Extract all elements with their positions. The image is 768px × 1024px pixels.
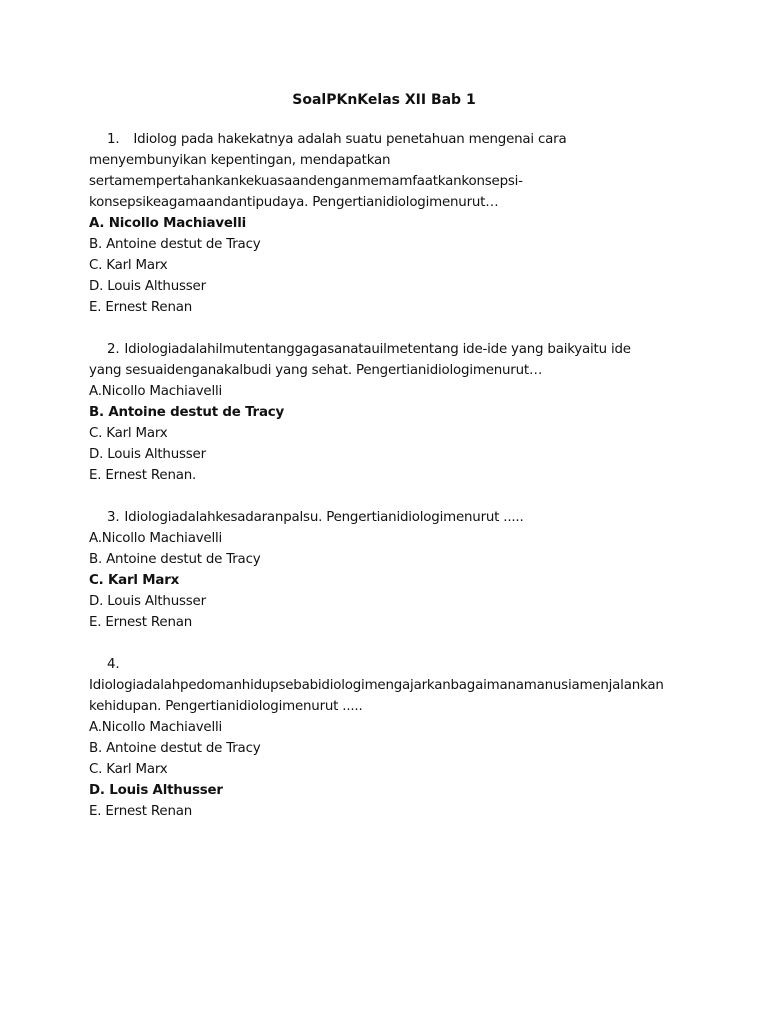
answer-option: C. Karl Marx: [89, 762, 168, 777]
document-title: SoalPKnKelas XII Bab 1: [292, 92, 476, 108]
question-text-line: Idiologiadalahpedomanhidupsebabidiologimengajarkanbagaimanamanusiamenjalankan: [89, 678, 664, 693]
question-1: [89, 129, 689, 318]
answer-option: D. Louis Althusser: [89, 594, 206, 609]
question-text-line: menyembunyikan kepentingan, mendapatkan: [89, 153, 391, 168]
answer-option: E. Ernest Renan.: [89, 468, 197, 483]
question-text-line: yang sesuaidenganakalbudi yang sehat. Pengertianidiologimenurut…: [89, 363, 543, 378]
question-text-line: konsepsikeagamaandantipudaya. Pengertianidiologimenurut…: [89, 195, 499, 210]
answer-option: E. Ernest Renan: [89, 615, 193, 630]
question-text-line: sertamempertahankankekuasaandenganmemamfaatkankonsepsi-: [89, 174, 523, 189]
correct-answer-option: C. Karl Marx: [89, 573, 180, 588]
question-4: [89, 654, 689, 822]
correct-answer-option: A. Nicollo Machiavelli: [89, 216, 246, 231]
answer-option: D. Louis Althusser: [89, 279, 206, 294]
question-number: [89, 654, 689, 675]
answer-option: B. Antoine destut de Tracy: [89, 237, 261, 252]
question-3: [89, 507, 689, 633]
answer-option: B. Antoine destut de Tracy: [89, 741, 261, 756]
question-number-text: 4.: [107, 657, 120, 672]
answer-option: B. Antoine destut de Tracy: [89, 552, 261, 567]
answer-option: A.Nicollo Machiavelli: [89, 531, 223, 546]
question-number: 1.: [107, 132, 120, 147]
question-text-line: kehidupan. Pengertianidiologimenurut .....: [89, 699, 363, 714]
correct-answer-option: B. Antoine destut de Tracy: [89, 405, 285, 420]
answer-option: C. Karl Marx: [89, 426, 168, 441]
question-text-line: [89, 507, 689, 528]
answer-option: A.Nicollo Machiavelli: [89, 720, 223, 735]
question-number: 3.: [107, 510, 120, 525]
question-text: Idiologiadalahilmutentanggagasanatauilmetentang ide-ide yang baikyaitu ide: [124, 342, 631, 357]
answer-option: A.Nicollo Machiavelli: [89, 384, 223, 399]
question-text-line: [89, 129, 689, 150]
answer-option: C. Karl Marx: [89, 258, 168, 273]
question-text-line: [89, 339, 689, 360]
correct-answer-option: D. Louis Althusser: [89, 783, 223, 798]
question-text: Idiolog pada hakekatnya adalah suatu penetahuan mengenai cara: [133, 132, 567, 147]
question-text: Idiologiadalahkesadaranpalsu. Pengertianidiologimenurut .....: [124, 510, 524, 525]
answer-option: D. Louis Althusser: [89, 447, 206, 462]
question-list: [89, 129, 689, 843]
answer-option: E. Ernest Renan: [89, 300, 193, 315]
answer-option: E. Ernest Renan: [89, 804, 193, 819]
question-2: [89, 339, 689, 486]
question-number: 2.: [107, 342, 120, 357]
